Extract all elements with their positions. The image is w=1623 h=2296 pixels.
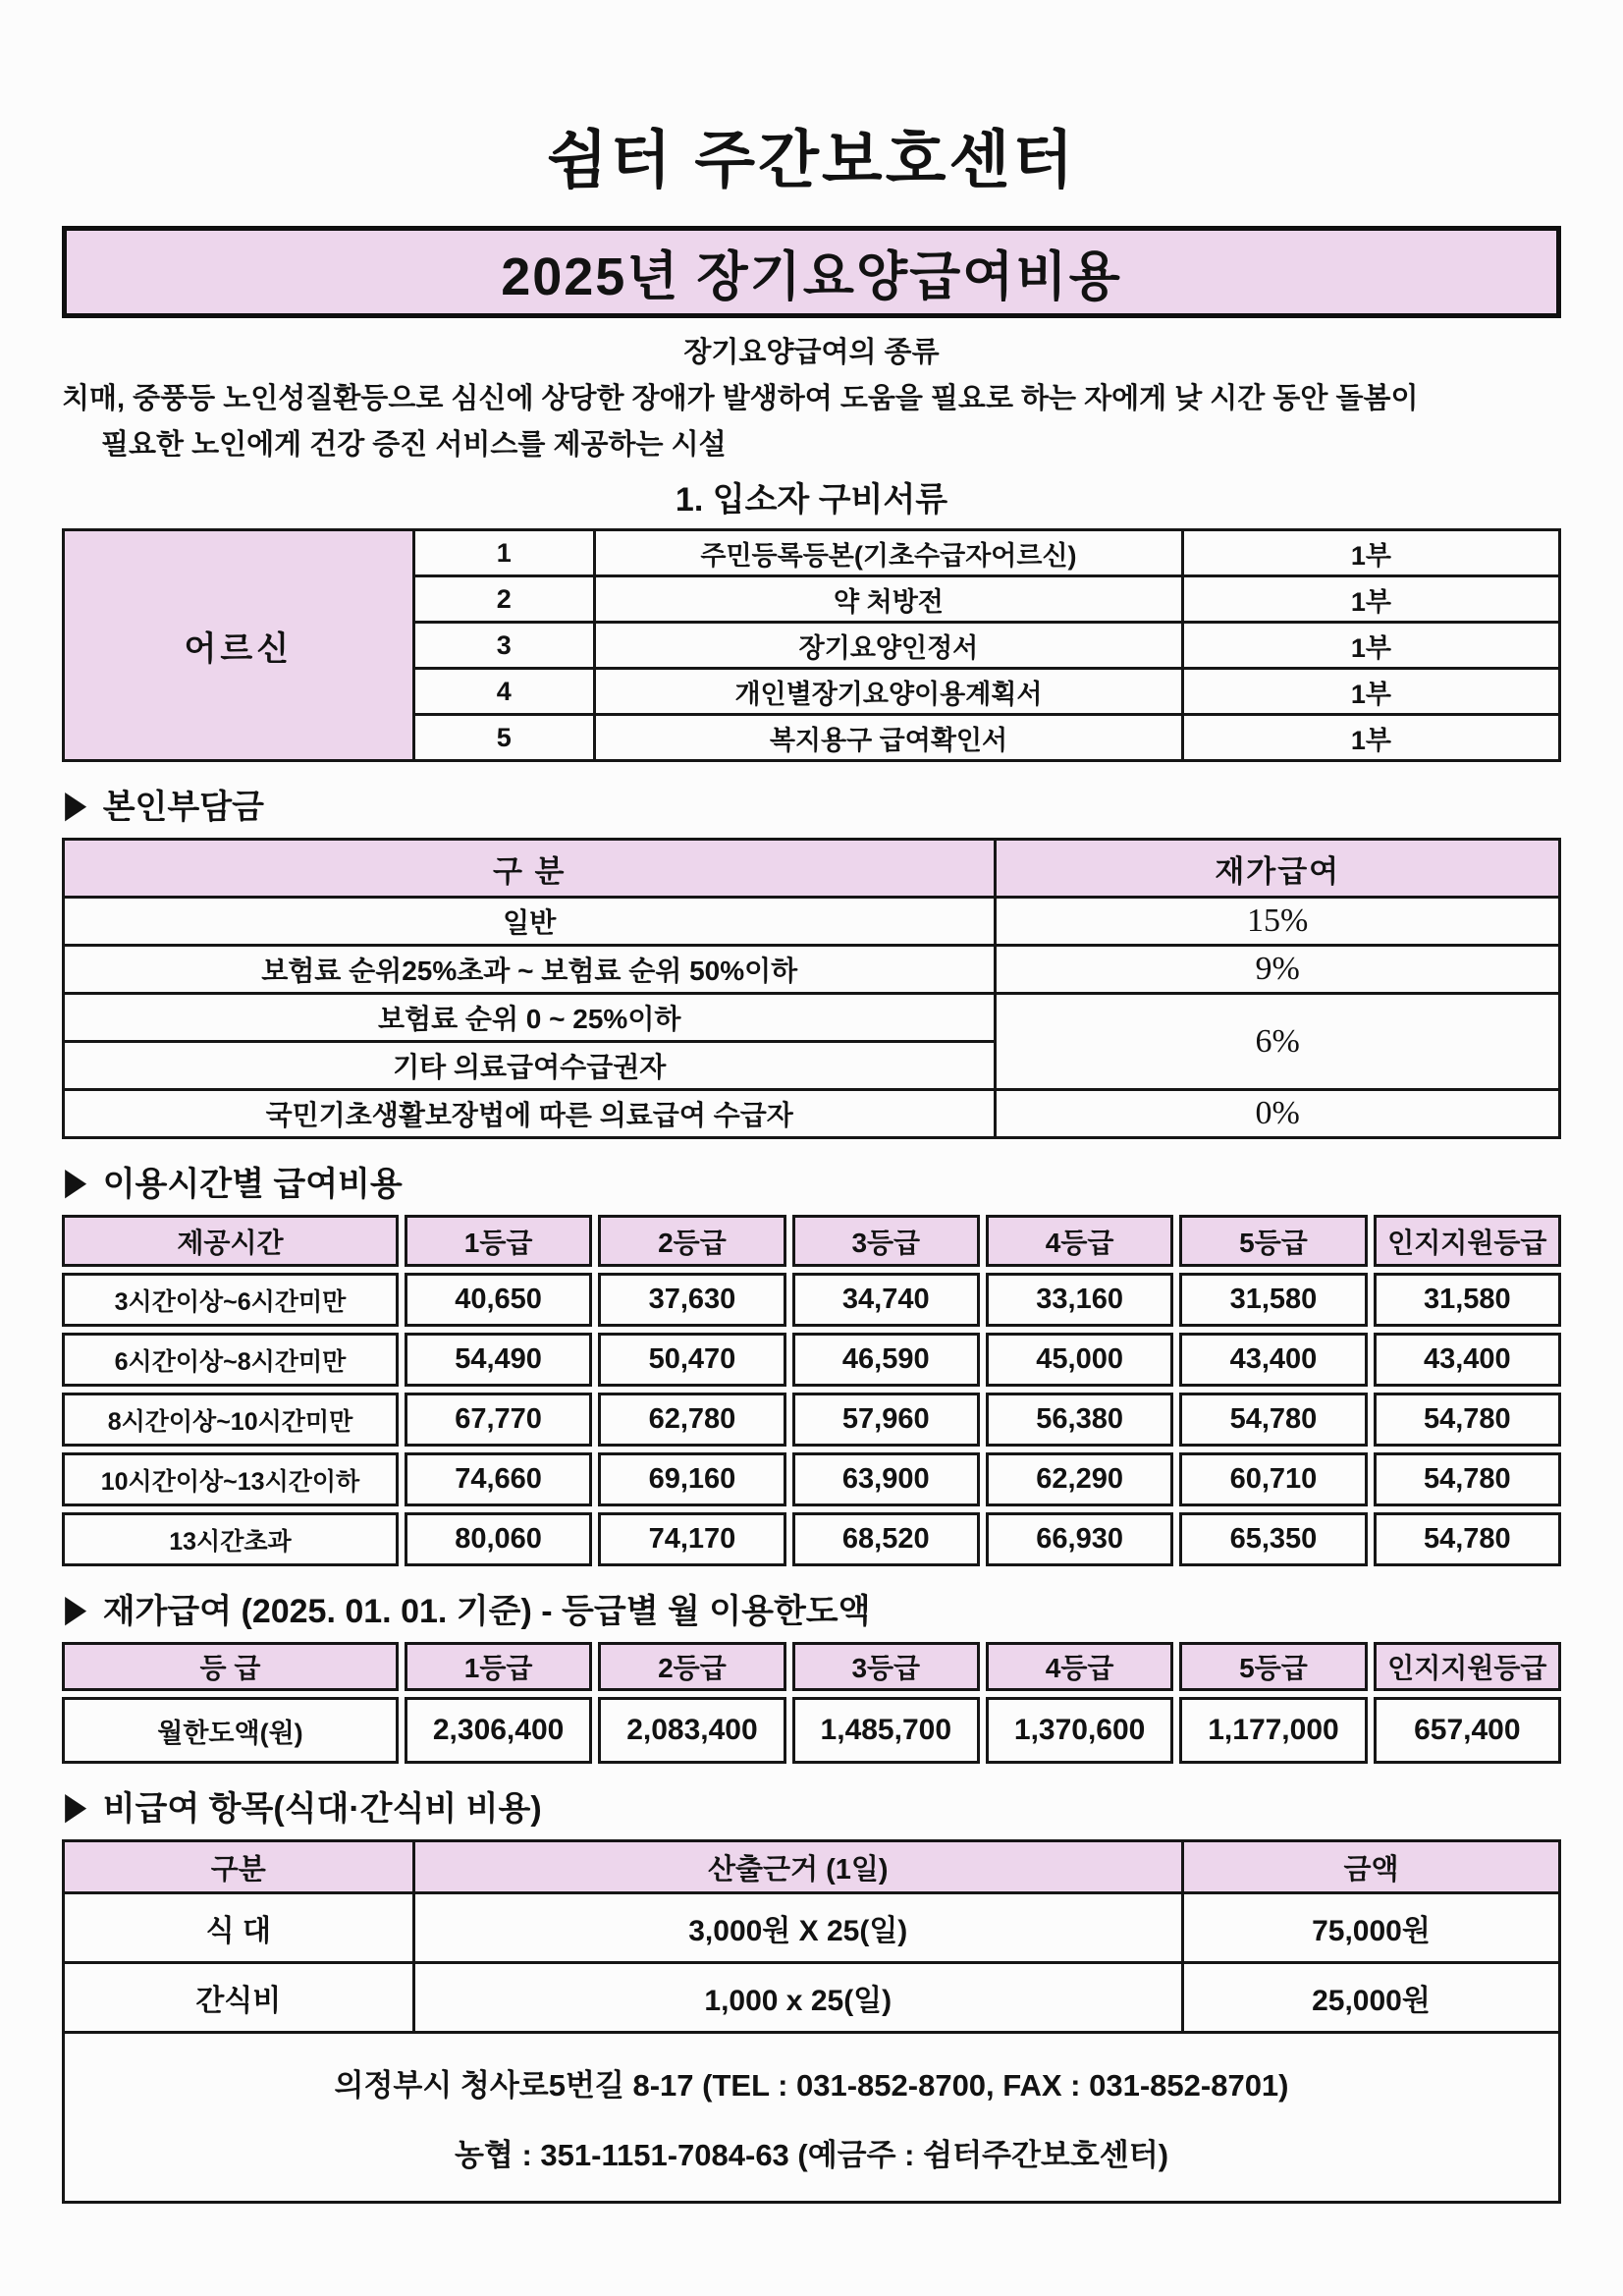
copay-label: 보험료 순위25%초과 ~ 보험료 순위 50%이하	[64, 946, 996, 994]
fee-value: 60,710	[1179, 1452, 1367, 1506]
nc-col-category: 구분	[64, 1841, 414, 1893]
section-marker-icon: ▶	[65, 1160, 86, 1201]
doc-qty: 1부	[1182, 530, 1559, 576]
doc-no: 3	[413, 623, 594, 669]
monthly-header: 5등급	[1179, 1642, 1367, 1691]
copay-table	[62, 838, 1561, 1139]
monthly-value: 2,306,400	[405, 1697, 592, 1764]
monthly-header: 등 급	[62, 1642, 399, 1691]
monthly-cap-table	[56, 1636, 1567, 1770]
doc-qty: 1부	[1182, 669, 1559, 715]
copay-label: 일반	[64, 898, 996, 946]
doc-qty: 1부	[1182, 623, 1559, 669]
copay-label: 보험료 순위 0 ~ 25%이하	[64, 994, 996, 1042]
monthly-header: 4등급	[986, 1642, 1173, 1691]
monthly-header: 3등급	[792, 1642, 980, 1691]
fee-value: 54,780	[1374, 1512, 1561, 1566]
nc-col-basis: 산출근거 (1일)	[413, 1841, 1182, 1893]
table-row	[64, 530, 1560, 576]
monthly-header: 2등급	[598, 1642, 785, 1691]
table-row	[62, 1393, 1561, 1447]
fee-value: 62,290	[986, 1452, 1173, 1506]
table-row	[62, 1697, 1561, 1764]
fee-value: 50,470	[598, 1333, 785, 1387]
table-row	[64, 1963, 1560, 2033]
fee-value: 80,060	[405, 1512, 592, 1566]
copay-heading-label: 본인부담금	[102, 789, 264, 826]
monthly-header: 1등급	[405, 1642, 592, 1691]
section-marker-icon: ▶	[65, 1587, 86, 1628]
table-row	[62, 1512, 1561, 1566]
fee-value: 43,400	[1179, 1333, 1367, 1387]
fee-value: 37,630	[598, 1273, 785, 1327]
doc-qty: 1부	[1182, 715, 1559, 761]
table-row	[64, 1090, 1560, 1138]
fee-value: 57,960	[792, 1393, 980, 1447]
fee-value: 62,780	[598, 1393, 785, 1447]
nc-basis: 3,000원 X 25(일)	[413, 1893, 1182, 1963]
nc-col-amount: 금액	[1182, 1841, 1559, 1893]
monthly-value: 2,083,400	[598, 1697, 785, 1764]
description-line-1: 치매, 중풍등 노인성질환등으로 심신에 상당한 장애가 발생하여 도움을 필요로 하는 자에게 낮 시간 동안 돌봄이	[62, 383, 1419, 414]
fee-value: 31,580	[1374, 1273, 1561, 1327]
table-row	[64, 994, 1560, 1042]
copay-label: 기타 의료급여수급권자	[64, 1042, 996, 1090]
doc-name: 주민등록등본(기초수급자어르신)	[595, 530, 1183, 576]
fee-value: 34,740	[792, 1273, 980, 1327]
non-covered-table	[62, 1839, 1561, 2204]
nc-label: 식 대	[64, 1893, 414, 1963]
documents-group-label: 어르신	[64, 530, 414, 761]
benefit-type-subtitle: 장기요양급여의 종류	[683, 337, 940, 368]
fee-value: 65,350	[1179, 1512, 1367, 1566]
table-header-row	[62, 1215, 1561, 1267]
fee-value: 74,170	[598, 1512, 785, 1566]
monthly-cap-section-heading	[62, 1584, 1561, 1632]
fees-section-heading	[62, 1157, 1561, 1205]
non-covered-heading-label: 비급여 항목(식대·간식비 비용)	[102, 1790, 542, 1828]
copay-col-homebenefit: 재가급여	[996, 840, 1560, 898]
table-row	[64, 1893, 1560, 1963]
fee-value: 46,590	[792, 1333, 980, 1387]
fees-header: 제공시간	[62, 1215, 399, 1267]
bank-account-line: 농협 : 351-1151-7084-63 (예금주 : 쉼터주간보호센터)	[454, 2138, 1169, 2172]
table-header-row	[62, 1642, 1561, 1691]
nc-amount: 25,000원	[1182, 1963, 1559, 2033]
fees-table	[56, 1209, 1567, 1572]
fees-header: 인지지원등급	[1374, 1215, 1561, 1267]
doc-name: 장기요양인정서	[595, 623, 1183, 669]
banner	[62, 226, 1561, 318]
non-covered-section-heading	[62, 1781, 1561, 1830]
contact-info-cell	[64, 2033, 1560, 2203]
documents-heading: 1. 입소자 구비서류	[675, 481, 948, 519]
doc-no: 4	[413, 669, 594, 715]
copay-section-heading	[62, 780, 1561, 828]
monthly-header: 인지지원등급	[1374, 1642, 1561, 1691]
fees-row-label: 3시간이상~6시간미만	[62, 1273, 399, 1327]
monthly-value: 1,177,000	[1179, 1697, 1367, 1764]
fee-value: 56,380	[986, 1393, 1173, 1447]
table-header-row	[64, 840, 1560, 898]
description-line-2: 필요한 노인에게 건강 증진 서비스를 제공하는 시설	[101, 429, 727, 461]
copay-label: 국민기초생활보장법에 따른 의료급여 수급자	[64, 1090, 996, 1138]
fee-value: 66,930	[986, 1512, 1173, 1566]
table-row	[64, 2033, 1560, 2203]
documents-table	[62, 528, 1561, 762]
doc-no: 2	[413, 576, 594, 623]
doc-no: 5	[413, 715, 594, 761]
page-title: 쉼터 주간보호센터	[546, 125, 1077, 195]
address-line: 의정부시 청사로5번길 8-17 (TEL : 031-852-8700, FAX : 031-852-8701)	[334, 2068, 1289, 2103]
fee-value: 69,160	[598, 1452, 785, 1506]
fee-value: 54,490	[405, 1333, 592, 1387]
fees-row-label: 6시간이상~8시간미만	[62, 1333, 399, 1387]
section-marker-icon: ▶	[65, 1784, 86, 1826]
copay-rate: 6%	[996, 994, 1560, 1090]
table-row	[62, 1273, 1561, 1327]
monthly-value: 1,370,600	[986, 1697, 1173, 1764]
monthly-value: 657,400	[1374, 1697, 1561, 1764]
fees-header: 3등급	[792, 1215, 980, 1267]
table-row	[62, 1333, 1561, 1387]
fee-value: 33,160	[986, 1273, 1173, 1327]
fee-value: 54,780	[1374, 1452, 1561, 1506]
fees-row-label: 13시간초과	[62, 1512, 399, 1566]
nc-amount: 75,000원	[1182, 1893, 1559, 1963]
fee-value: 40,650	[405, 1273, 592, 1327]
monthly-cap-heading-label: 재가급여 (2025. 01. 01. 기준) - 등급별 월 이용한도액	[102, 1593, 871, 1630]
doc-qty: 1부	[1182, 576, 1559, 623]
copay-rate: 0%	[996, 1090, 1560, 1138]
copay-rate: 15%	[996, 898, 1560, 946]
fees-row-label: 8시간이상~10시간미만	[62, 1393, 399, 1447]
fees-header: 4등급	[986, 1215, 1173, 1267]
fee-value: 67,770	[405, 1393, 592, 1447]
fee-value: 54,780	[1179, 1393, 1367, 1447]
fee-value: 74,660	[405, 1452, 592, 1506]
fees-heading-label: 이용시간별 급여비용	[102, 1166, 403, 1203]
fee-value: 54,780	[1374, 1393, 1561, 1447]
nc-basis: 1,000 x 25(일)	[413, 1963, 1182, 2033]
fees-header: 5등급	[1179, 1215, 1367, 1267]
fees-header: 2등급	[598, 1215, 785, 1267]
table-row	[64, 898, 1560, 946]
fees-row-label: 10시간이상~13시간이하	[62, 1452, 399, 1506]
fee-value: 45,000	[986, 1333, 1173, 1387]
copay-rate: 9%	[996, 946, 1560, 994]
fee-value: 68,520	[792, 1512, 980, 1566]
section-marker-icon: ▶	[65, 783, 86, 824]
monthly-value: 1,485,700	[792, 1697, 980, 1764]
monthly-row-label: 월한도액(원)	[62, 1697, 399, 1764]
doc-name: 복지용구 급여확인서	[595, 715, 1183, 761]
doc-no: 1	[413, 530, 594, 576]
doc-name: 개인별장기요양이용계획서	[595, 669, 1183, 715]
fee-value: 63,900	[792, 1452, 980, 1506]
table-row	[62, 1452, 1561, 1506]
table-row	[64, 946, 1560, 994]
copay-col-category: 구 분	[64, 840, 996, 898]
nc-label: 간식비	[64, 1963, 414, 2033]
banner-title: 2025년 장기요양급여비용	[501, 246, 1122, 306]
fee-value: 43,400	[1374, 1333, 1561, 1387]
doc-name: 약 처방전	[595, 576, 1183, 623]
table-header-row	[64, 1841, 1560, 1893]
fees-header: 1등급	[405, 1215, 592, 1267]
fee-value: 31,580	[1179, 1273, 1367, 1327]
